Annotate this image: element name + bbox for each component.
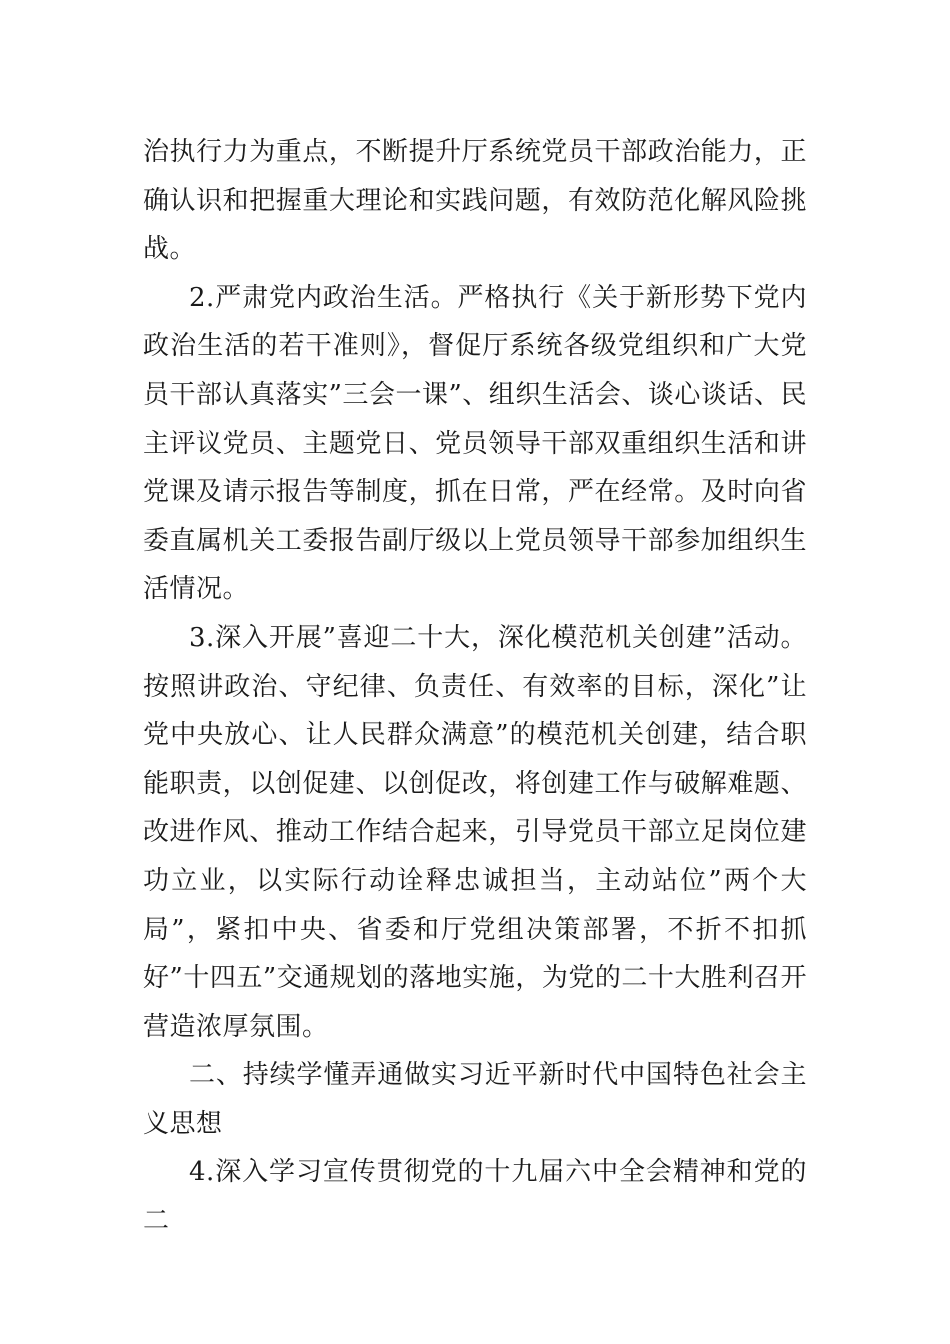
- paragraph-continuation: 治执行力为重点，不断提升厅系统党员干部政治能力，正确认识和把握重大理论和实践问题，有效防范化解风险挑战。: [143, 137, 807, 265]
- paragraph-item-3: 3.深入开展”喜迎二十大，深化模范机关创建”活动。按照讲政治、守纪律、负责任、有效率的目标，深化”让党中央放心、让人民群众满意”的模范机关创建，结合职能职责，以创促建、以创促改，将创建工作与破解难题、改进作风、推动工作结合起来，引导党员干部立足岗位建功立业，以实际行动诠释忠诚担当，主动站位”两个大局”，紧扣中央、省委和厅党组决策部署，不折不扣抓好”十四五”交通规划的落地实施，为党的二十大胜利召开营造浓厚氛围。: [143, 622, 807, 1042]
- document-body: [143, 128, 807, 1246]
- section-heading-2: 二、持续学懂弄通做实习近平新时代中国特色社会主义思想: [143, 1060, 807, 1139]
- paragraph-item-2: 2.严肃党内政治生活。严格执行《关于新形势下党内政治生活的若干准则》，督促厅系统各级党组织和广大党员干部认真落实”三会一课”、组织生活会、谈心谈话、民主评议党员、主题党日、党员领导干部双重组织生活和讲党课及请示报告等制度，抓在日常，严在经常。及时向省委直属机关工委报告副厅级以上党员领导干部参加组织生活情况。: [143, 282, 807, 605]
- paragraph-item-4: 4.深入学习宣传贯彻党的十九届六中全会精神和党的二: [143, 1157, 807, 1237]
